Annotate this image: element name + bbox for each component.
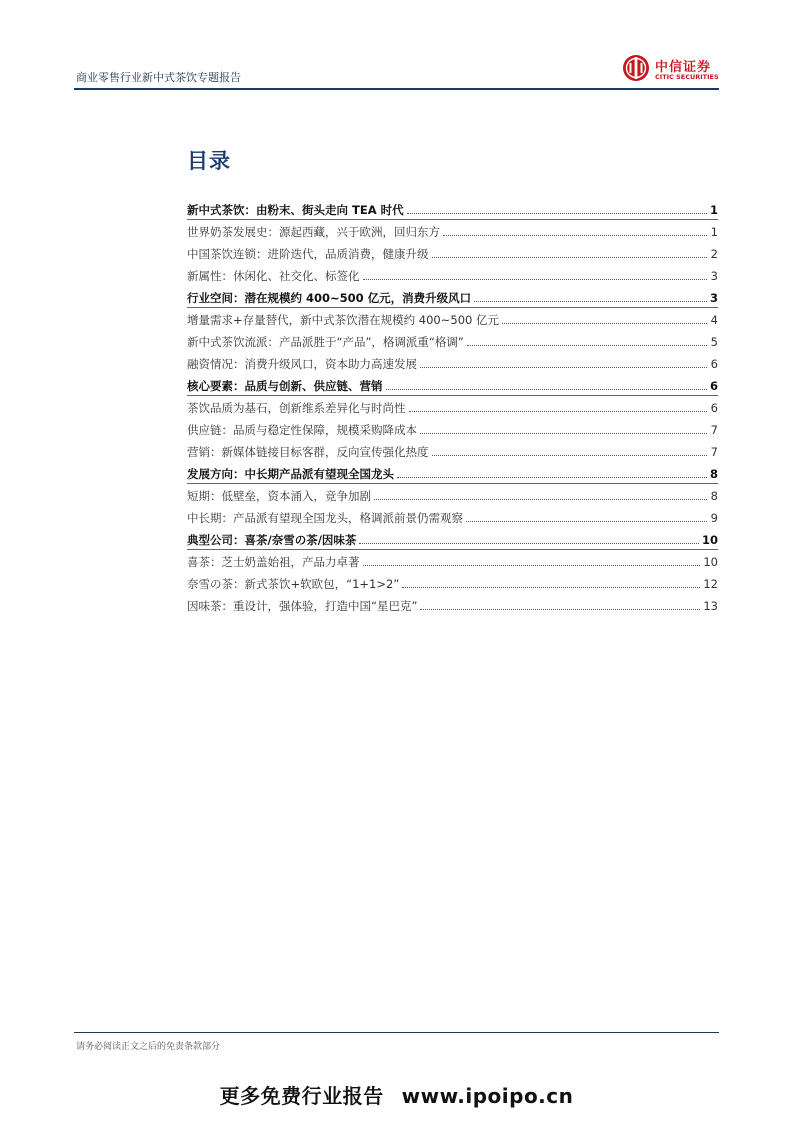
toc-dot-leader <box>466 520 707 522</box>
toc-page-number: 12 <box>703 577 718 591</box>
toc-subsection-entry[interactable] <box>187 309 718 331</box>
toc-entry-title: 中长期：产品派有望现全国龙头，格调派前景仍需观察 <box>187 511 463 525</box>
toc-section-entry[interactable] <box>187 463 718 485</box>
toc-page-number: 7 <box>710 445 718 459</box>
toc-dot-leader <box>467 344 707 346</box>
toc-entry-title: 新中式茶饮流派：产品派胜于“产品”，格调派重“格调” <box>187 335 464 349</box>
toc-entry-title: 世界奶茶发展史：源起西藏，兴于欧洲，回归东方 <box>187 225 440 239</box>
toc-dot-leader <box>359 542 699 544</box>
promo-url[interactable]: www.ipoipo.cn <box>401 1084 574 1108</box>
toc-subsection-entry[interactable] <box>187 573 718 595</box>
toc-entry-title: 新中式茶饮：由粉末、街头走向 TEA 时代 <box>187 203 404 217</box>
toc-dot-leader <box>443 234 707 236</box>
toc-page-number: 3 <box>710 269 718 283</box>
toc-dot-leader <box>420 608 700 610</box>
toc-subsection-entry[interactable] <box>187 353 718 375</box>
citic-logo <box>622 54 722 84</box>
toc-subsection-entry[interactable] <box>187 485 718 507</box>
toc-entry-title: 中国茶饮连锁：进阶迭代，品质消费，健康升级 <box>187 247 429 261</box>
logo-name-cn: 中信证券 <box>655 60 712 75</box>
promo-banner <box>0 1080 793 1109</box>
toc-page-number: 6 <box>709 379 718 393</box>
toc-dot-leader <box>420 366 707 368</box>
citic-emblem-icon <box>622 54 650 82</box>
toc-dot-leader <box>386 388 707 390</box>
toc-entry-title: 行业空间：潜在规模约 400~500 亿元，消费升级风口 <box>187 291 472 305</box>
toc-heading: 目录 <box>187 149 231 173</box>
toc-entry-title: 短期：低壁垒，资本涌入，竞争加剧 <box>187 489 371 503</box>
toc-page-number: 10 <box>703 555 718 569</box>
footer-divider <box>74 1032 719 1033</box>
toc-subsection-entry[interactable] <box>187 595 718 617</box>
toc-entry-title: 因味茶：重设计，强体验，打造中国“星巴克” <box>187 599 418 613</box>
toc-dot-leader <box>420 432 707 434</box>
toc-subsection-entry[interactable] <box>187 551 718 573</box>
toc-subsection-entry[interactable] <box>187 221 718 243</box>
toc-entry-title: 融资情况：消费升级风口，资本助力高速发展 <box>187 357 417 371</box>
toc-page-number: 8 <box>709 467 718 481</box>
toc-subsection-entry[interactable] <box>187 419 718 441</box>
toc-page-number: 2 <box>710 247 718 261</box>
toc-entry-title: 新属性：休闲化、社交化、标签化 <box>187 269 360 283</box>
toc-page-number: 6 <box>710 357 718 371</box>
toc-section-entry[interactable] <box>187 529 718 551</box>
toc-dot-leader <box>374 498 707 500</box>
toc-dot-leader <box>409 410 708 412</box>
table-of-contents <box>187 199 718 617</box>
toc-dot-leader <box>502 322 707 324</box>
toc-page-number: 5 <box>710 335 718 349</box>
toc-dot-leader <box>432 454 708 456</box>
toc-entry-title: 喜茶：芝士奶盖始祖，产品力卓著 <box>187 555 360 569</box>
toc-entry-title: 发展方向：中长期产品派有望现全国龙头 <box>187 467 394 481</box>
toc-entry-title: 典型公司：喜茶/奈雪の茶/因味茶 <box>187 533 357 547</box>
toc-page-number: 13 <box>703 599 718 613</box>
toc-subsection-entry[interactable] <box>187 331 718 353</box>
toc-dot-leader <box>397 476 707 478</box>
toc-subsection-entry[interactable] <box>187 441 718 463</box>
toc-dot-leader <box>402 586 700 588</box>
toc-page-number: 1 <box>710 225 718 239</box>
toc-section-entry[interactable] <box>187 287 718 309</box>
header-divider <box>74 88 719 90</box>
toc-page-number: 8 <box>710 489 718 503</box>
toc-subsection-entry[interactable] <box>187 507 718 529</box>
toc-page-number: 4 <box>710 313 718 327</box>
toc-page-number: 1 <box>709 203 718 217</box>
toc-page-number: 6 <box>710 401 718 415</box>
logo-name-en: CITIC SECURITIES <box>655 73 719 81</box>
toc-subsection-entry[interactable] <box>187 243 718 265</box>
toc-dot-leader <box>407 212 707 214</box>
toc-entry-title: 增量需求+存量替代，新中式茶饮潜在规模约 400~500 亿元 <box>187 313 499 327</box>
toc-section-entry[interactable] <box>187 199 718 221</box>
toc-dot-leader <box>363 564 701 566</box>
toc-page-number: 3 <box>709 291 718 305</box>
toc-entry-title: 供应链：品质与稳定性保障，规模采购降成本 <box>187 423 417 437</box>
toc-subsection-entry[interactable] <box>187 265 718 287</box>
toc-section-entry[interactable] <box>187 375 718 397</box>
toc-entry-title: 核心要素：品质与创新、供应链、营销 <box>187 379 383 393</box>
toc-dot-leader <box>474 300 707 302</box>
toc-entry-title: 营销：新媒体链接目标客群，反向宣传强化热度 <box>187 445 429 459</box>
disclaimer-note: 请务必阅读正文之后的免责条款部分 <box>76 1042 221 1052</box>
toc-entry-title: 奈雪の茶：新式茶饮+软欧包，“1+1>2” <box>187 577 400 591</box>
toc-subsection-entry[interactable] <box>187 397 718 419</box>
toc-dot-leader <box>432 256 708 258</box>
report-title: 商业零售行业新中式茶饮专题报告 <box>76 71 241 84</box>
toc-entry-title: 茶饮品质为基石，创新维系差异化与时尚性 <box>187 401 406 415</box>
toc-dot-leader <box>363 278 708 280</box>
toc-page-number: 10 <box>701 533 718 547</box>
toc-page-number: 7 <box>710 423 718 437</box>
toc-page-number: 9 <box>710 511 718 525</box>
promo-text: 更多免费行业报告 <box>219 1084 384 1108</box>
